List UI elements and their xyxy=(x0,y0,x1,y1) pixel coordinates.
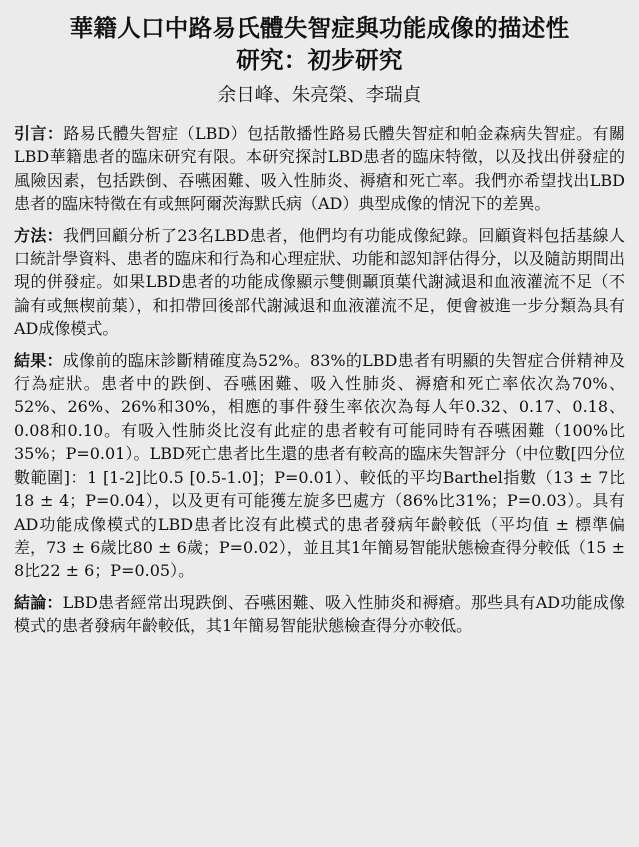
author-list: 余日峰、朱亮榮、李瑞貞 xyxy=(217,85,422,106)
section-text: 路易氏體失智症（LBD）包括散播性路易氏體失智症和帕金森病失智症。有關LBD華籍患者的臨床研究有限。本研究探討LBD患者的臨床特徵，以及找出併發症的風險因素，包括跌倒、吞嚥困難、吸入性肺炎、褥瘡和死亡率。我們亦希望找出LBD患者的臨床特徵在有或無阿爾茨海默氏病（AD）典型成像的情況下的差異。 xyxy=(14,124,625,214)
section-label: 結論： xyxy=(14,592,63,612)
section-label: 結果： xyxy=(14,350,63,370)
section-text: LBD患者經常出現跌倒、吞嚥困難、吸入性肺炎和褥瘡。那些具有AD功能成像模式的患者發病年齡較低，其1年簡易智能狀態檢查得分亦較低。 xyxy=(14,592,625,636)
section-introduction xyxy=(14,122,625,216)
article-title xyxy=(14,12,625,76)
title-line-1: 華籍人口中路易氏體失智症與功能成像的描述性 xyxy=(69,14,570,42)
section-text: 我們回顧分析了23名LBD患者，他們均有功能成像紀錄。回顧資料包括基線人口統計學資料、患者的臨床和行為和心理症狀、功能和認知評估得分，以及隨訪期間出現的併發症。如果LBD患者的功能成像顯示雙側顳頂葉代謝減退和血液灌流不足（不論有或無楔前葉），和扣帶回後部代謝減退和血液灌流不足，便會被進一步分類為具有AD成像模式。 xyxy=(14,225,625,339)
title-line-2: 研究：初步研究 xyxy=(236,46,403,74)
section-methods xyxy=(14,224,625,341)
section-results xyxy=(14,349,625,583)
section-conclusion xyxy=(14,591,625,638)
section-label: 引言： xyxy=(14,124,64,143)
section-label: 方法： xyxy=(14,225,63,245)
section-text: 成像前的臨床診斷精確度為52%。83%的LBD患者有明顯的失智症合併精神及行為症狀。患者中的跌倒、吞嚥困難、吸入性肺炎、褥瘡和死亡率依次為70%、52%、26%、26%和30%，相應的事件發生率依次為每人年0.32、0.17、0.18、0.08和0.10。有吸入性肺炎比沒有此症的患者較有可能同時有吞嚥困難（100%比35%；P=0.01）。LBD死亡患者比生還的患者有較高的臨床失智評分（中位數[四分位數範圍]：1 [1-2]比0.5 [0.5-1.0]；P=0.01）、較低的平均Barthel指數（13 ± 7比18 ± 4；P=0.04），以及更有可能獲左旋多巴處方（86%比31%；P=0.03）。具有AD功能成像模式的LBD患者比沒有此模式的患者發病年齡較低（平均值 ± 標準偏差，73 ± 6歲比80 ± 6歲；P=0.02），並且其1年簡易智能狀態檢查得分較低（15 ± 8比22 ± 6；P=0.05）。 xyxy=(14,350,625,581)
